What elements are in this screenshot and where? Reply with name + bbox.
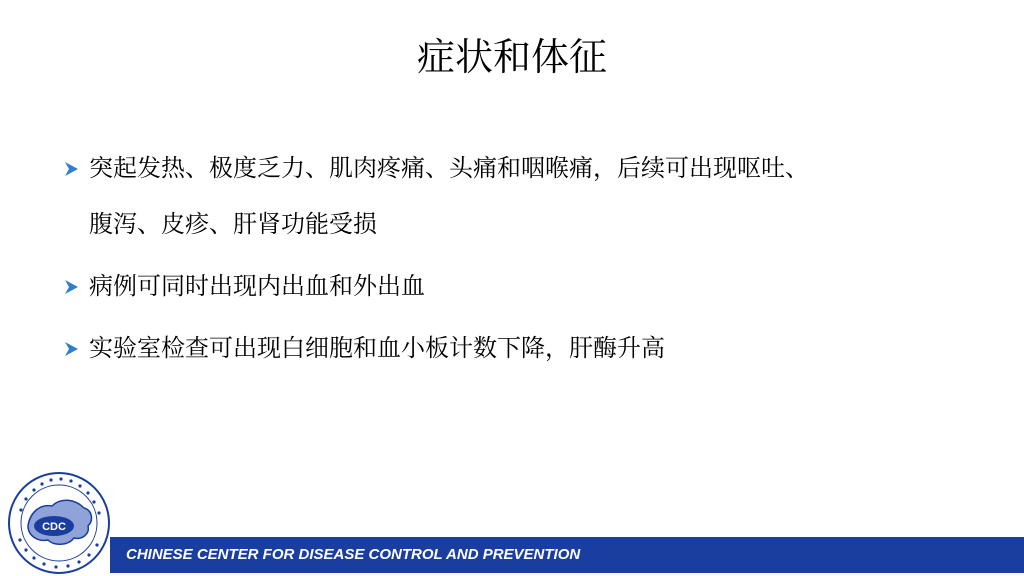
arrow-right-icon — [62, 340, 80, 358]
bullet-list — [62, 140, 992, 376]
bullet-text-line: 突起发热、极度乏力、肌肉疼痛、头痛和咽喉痛，后续可出现呕吐、 — [89, 154, 809, 182]
bullet-item — [62, 258, 992, 314]
bullet-item — [62, 140, 992, 252]
arrow-right-icon — [62, 160, 80, 178]
organization-name: CHINESE CENTER FOR DISEASE CONTROL AND PREVENTION — [126, 546, 581, 563]
bullet-item — [62, 320, 992, 376]
bullet-text-line: 病例可同时出现内出血和外出血 — [89, 272, 425, 300]
logo-text: CDC — [42, 521, 66, 533]
bullet-text-line: 实验室检查可出现白细胞和血小板计数下降，肝酶升高 — [89, 334, 665, 362]
arrow-right-icon — [62, 278, 80, 296]
footer-bar — [110, 537, 1024, 573]
china-cdc-logo — [4, 468, 114, 576]
bullet-text-line: 腹泻、皮疹、肝肾功能受损 — [89, 210, 377, 238]
slide-title: 症状和体征 — [416, 35, 607, 79]
